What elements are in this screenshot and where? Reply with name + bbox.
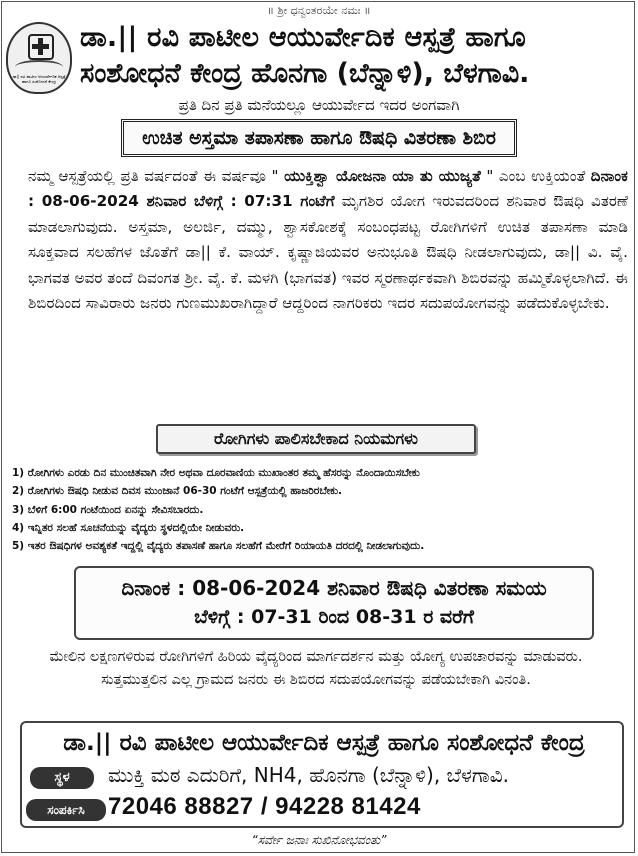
body-part3: " ಎಂಬ ಉಕ್ತಿಯಂತೆ — [480, 167, 591, 185]
distribution-time: ಬೆಳಿಗ್ಗೆ : 07-31 ರಿಂದ 08-31 ರ ವರೆಗೆ — [194, 606, 474, 628]
org-name-line2: ಸಂಶೋಧನೆ ಕೇಂದ್ರ ಹೊನಗಾ (ಬೆನ್ನಾಳಿ), ಬೆಳಗಾವಿ. — [80, 58, 530, 89]
hospital-logo — [6, 22, 72, 94]
rule-item: 5) ಇತರ ಔಷಧಿಗಳ ಅವಶ್ಯಕತೆ ಇದ್ದಲ್ಲಿ ವೈದ್ಯರು ತಪಾಸಣೆ ಹಾಗೂ ಸಲಹೆಗೆ ಮೇರೆಗೆ ರಿಯಾಯತಿ ದರದಲ್ಲಿ ನೀಡಲಾಗುವುದು. — [12, 540, 425, 553]
body-part5: ಮೃಗಶಿರ ಯೋಗ ಇರುವದರಿಂದ ಶನಿವಾರ ಔಷಧಿ ವಿತರಣೆ ಮಾಡಲಾಗುವುದು. ಅಸ್ತಮಾ, ಅಲರ್ಜಿ, ದಮ್ಮು, ಶ್ವಾಸಕೋಶಕ್ಕೆ ಸಂಬಂಧಪಟ್ಟ ರೋಗಿಗಳಿಗೆ ಉಚಿತ ತಪಾಸಣಾ ಮಾಡಿ ಸೂಕ್ತವಾದ ಸಲಹೆಗಳ ಜೊತೆಗೆ ಡಾ|| ಕೆ. ವಾಯ್. ಕೃಷ್ಣಾಜಿಯವರ ಅನುಭೂತಿ ಔಷಧಿ ನೀಡಲಾಗುವುದು, ಡಾ|| ವಿ. ವೈ. ಭಾಗವತ ಅವರ ತಂದೆ ದಿವಂಗತ ಶ್ರೀ. ವೈ. ಕೆ. ಮಳಗಿ (ಭಾಗವತ) ಇವರ ಸ್ಮರಣಾರ್ಥಕವಾಗಿ ಶಿಬಿರವನ್ನು ಹಮ್ಮಿಕೊಳ್ಳಲಾಗಿದೆ. ಈ ಶಿಬಿರದಿಂದ ಸಾವಿರಾರು ಜನರು ಗುಣಮುಖರಾಗಿದ್ದಾರೆ ಆದ್ದರಿಂದ ನಾಗರಿಕರು ಇದರ ಸದುಪಯೋಗವನ್ನು ಪಡೆದುಕೊಳ್ಳಬೇಕು. — [28, 192, 628, 313]
rules-heading: ರೋಗಿಗಳು ಪಾಲಿಸಬೇಕಾದ ನಿಯಮಗಳು — [156, 424, 476, 454]
invocation-text: ॥ ಶ್ರೀ ಧನ್ವಂತರಯೇ ನಮಃ ॥ — [267, 4, 371, 17]
announcement-paragraph — [28, 164, 628, 316]
rules-list — [12, 464, 632, 555]
phone-numbers: 72046 88827 / 94228 81424 — [108, 793, 421, 820]
body-sanskrit-quote: ಯುಕ್ತಿಶ್ವಾ ಯೋಜನಾ ಯಾ ತು ಯುಜ್ಯತೆ — [284, 167, 481, 185]
footer-contact-box — [20, 721, 624, 828]
leaf-emblem-icon — [15, 60, 63, 74]
distribution-date: ದಿನಾಂಕ : 08-06-2024 ಶನಿವಾರ ಔಷಧಿ ವಿತರಣಾ ಸಮಯ — [121, 576, 547, 600]
rule-item: 2) ರೋಗಿಗಳು ಔಷಧಿ ನೀಡುವ ದಿವಸ ಮುಂಜಾನೆ 06-30 ಗಂಟೆಗೆ ಆಸ್ಪತ್ರೆಯಲ್ಲಿ ಹಾಜರಿರಬೇಕು. — [12, 485, 343, 498]
footer-org-name: ಡಾ.|| ರವಿ ಪಾಟೀಲ ಆಯುರ್ವೇದಿಕ ಆಸ್ಪತ್ರೆ ಹಾಗೂ ಸಂಶೋಧನೆ ಕೇಂದ್ರ — [63, 730, 585, 756]
org-name-line1: ಡಾ.|| ರವಿ ಪಾಟೀಲ ಆಯುರ್ವೇದಿಕ ಆಸ್ಪತ್ರೆ ಹಾಗೂ — [80, 22, 526, 53]
footer-quote: “ಸರ್ವೇ ಜನಾಃ ಸುಖಿನೋಭವಂತು” — [251, 833, 387, 847]
rule-item: 3) ಬೆಳಿಗೆ 6:00 ಗಂಟೆಯಿಂದ ಏನನ್ನು ಸೇವಿಸಬಾರದು. — [12, 503, 204, 516]
address-text: ಮುಕ್ತಿ ಮಠ ಎದುರಿಗೆ, NH4, ಹೊನಗಾ (ಬೆನ್ನಾಳಿ), ಬೆಳಗಾವಿ. — [108, 763, 510, 787]
place-badge: ಸ್ಥಳ — [30, 767, 94, 789]
distribution-timing-box — [74, 566, 594, 640]
rule-item: 1) ರೋಗಿಗಳು ಎರಡು ದಿನ ಮುಂಚಿತವಾಗಿ ನೇರ ಅಥವಾ ದೂರವಾಣಿಯ ಮುಖಾಂತರ ತಮ್ಮ ಹೆಸರನ್ನು ನೊಂದಾಯಿಸಬೇಕು — [12, 467, 420, 479]
logo-text: ಡಾ|| ರವಿ ಪಾಟೀಲ ಆಯುರ್ವೇದಿಕ ಆಸ್ಪತ್ರೆ ಹಾಗೂ ಸಂಶೋಧನೆ ಕೇಂದ್ರ — [12, 74, 66, 84]
rule-item: 4) ಇನ್ನಿತರ ಸಲಹೆ ಸೂಚನೆಯನ್ನು ವೈದ್ಯರು ಸ್ಥಳದಲ್ಲಿಯೇ ನೀಡುವರು. — [12, 521, 245, 534]
medical-cross-icon — [28, 34, 54, 60]
contact-badge: ಸಂಪರ್ಕಿಸಿ — [26, 799, 106, 821]
body-part1: ನಮ್ಮ ಆಸ್ಪತ್ರೆಯಲ್ಲಿ ಪ್ರತಿ ವರ್ಷದಂತೆ ಈ ವರ್ಷವೂ " — [28, 167, 285, 185]
camp-title: ಉಚಿತ ಅಸ್ತಮಾ ತಪಾಸಣಾ ಹಾಗೂ ಔಷಧಿ ವಿತರಣಾ ಶಿಬಿರ — [121, 119, 517, 157]
closing-appeal: ಮೇಲಿನ ಲಕ್ಷಣಗಳಿರುವ ರೋಗಿಗಳಿಗೆ ಹಿರಿಯ ವೈದ್ಯರಿಂದ ಮಾರ್ಗದರ್ಶನ ಮತ್ತು ಯೋಗ್ಯ ಉಪಚಾರವನ್ನು ಮಾಡುವರು. ಸುತ್ತಮುತ್ತಲಿನ ಎಲ್ಲ ಗ್ರಾಮದ ಜನರು ಈ ಶಿಬಿರದ ಸದುಪಯೋಗವನ್ನು ಪಡೆಯಬೇಕಾಗಿ ವಿನಂತಿ. — [49, 649, 583, 688]
body-date-time: ದಿನಾಂಕ : 08-06-2024 ಶನಿವಾರ ಬೆಳಿಗ್ಗೆ : 07:31 ಗಂಟೆಗೆ — [28, 167, 628, 211]
tagline: ಪ್ರತಿ ದಿನ ಪ್ರತಿ ಮನೆಯಲ್ಲೂ ಆಯುರ್ವೇದ ಇದರ ಅಂಗವಾಗಿ — [178, 96, 460, 114]
